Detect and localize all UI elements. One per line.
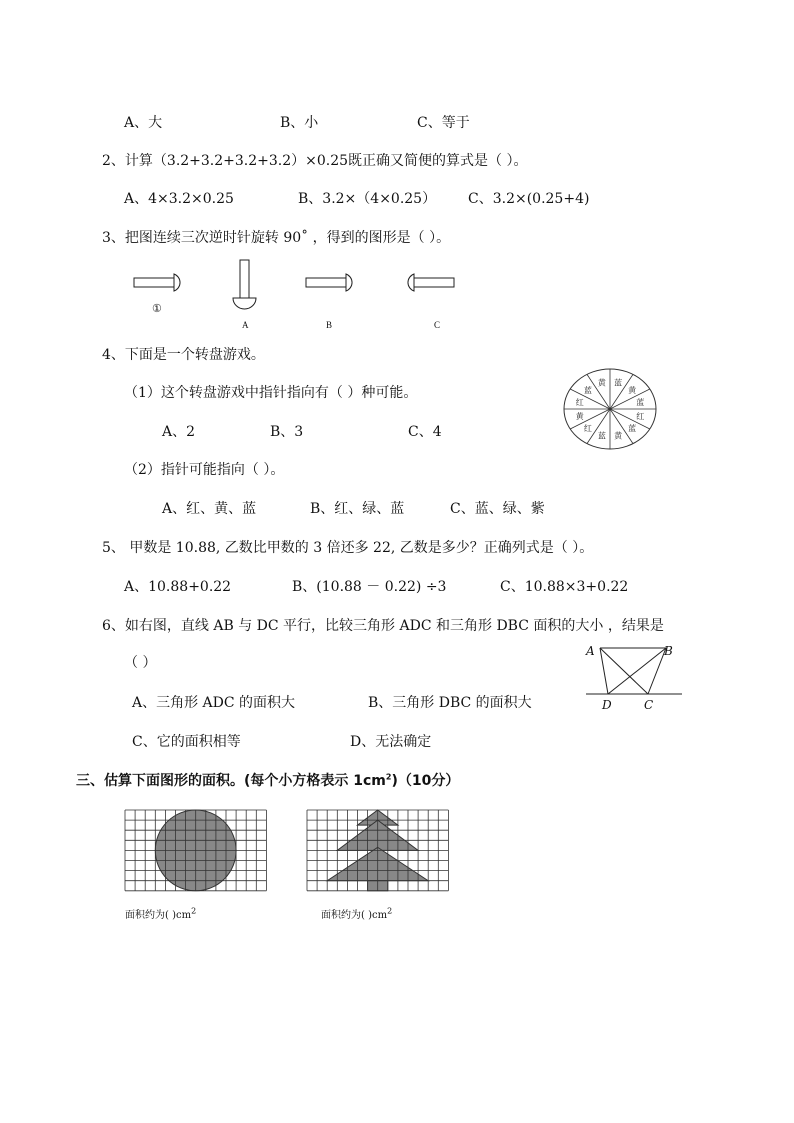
- area-caption-tree: [321, 906, 392, 921]
- wheel-sector-label: 红: [583, 424, 592, 434]
- q4-sub1-option-c: C、4: [408, 424, 442, 440]
- q3-figure-b: [306, 274, 352, 291]
- grid-lines: [125, 810, 266, 891]
- q4-sub1: （1）这个转盘游戏中指针指向有（ ）种可能。: [124, 385, 418, 401]
- q2-option-c: C、3.2×(0.25+4): [468, 191, 590, 207]
- q4-sub2: （2）指针可能指向（ ）。: [124, 462, 285, 478]
- q3-label-b: B: [326, 320, 333, 330]
- q2-option-a: A、4×3.2×0.25: [124, 191, 234, 207]
- q3-figure-c: [408, 274, 454, 291]
- section-3-title: [76, 770, 459, 790]
- q3-label-c: C: [434, 320, 441, 330]
- q4-sub2-option-b: B、红、绿、蓝: [310, 501, 405, 517]
- area-caption-tree-text: 面积约为( )cm: [321, 910, 388, 921]
- q3-figure-original: [134, 274, 180, 291]
- q2-option-b: B、3.2×（4×0.25）: [298, 191, 437, 207]
- q6-label-b: B: [664, 644, 673, 658]
- q6-answer-paren: （ ）: [124, 655, 157, 671]
- grid-lines: [307, 810, 448, 891]
- wheel-sector-label: 黄: [614, 431, 623, 441]
- q3-label-a: A: [242, 320, 249, 330]
- q6-label-a: A: [586, 644, 595, 658]
- q4-sub1-option-a: A、2: [162, 424, 196, 440]
- q6-question: 6、如右图，直线 AB 与 DC 平行，比较三角形 ADC 和三角形 DBC 面积的大小 ，结果是: [102, 618, 664, 634]
- wheel-sector-label: 红: [636, 412, 645, 422]
- wheel-sector-label: 蓝: [597, 431, 606, 441]
- q6-option-c: C、它的面积相等: [132, 734, 241, 750]
- wheel-sector-label: 黄: [575, 412, 584, 422]
- q3-rotation-figures: [130, 258, 490, 318]
- wheel-sector-label: 蓝: [636, 397, 645, 407]
- q5-option-b: B、(10.88 － 0.22) ÷3: [292, 579, 447, 595]
- q4-sub2-option-a: A、红、黄、蓝: [162, 501, 257, 517]
- q6-option-a: A、三角形 ADC 的面积大: [132, 695, 296, 711]
- q6-parallel-figure: [582, 642, 692, 712]
- grid-circle-figure: [125, 810, 265, 894]
- q4-sub2-option-c: C、蓝、绿、紫: [450, 501, 545, 517]
- wheel-sector-label: 黄: [597, 378, 606, 388]
- grid-tree-figure: [307, 810, 447, 894]
- area-caption-circle: [125, 906, 196, 921]
- area-caption-circle-text: 面积约为( )cm: [125, 910, 192, 921]
- wheel-sector-label: 蓝: [614, 378, 623, 388]
- spinner-wheel: [560, 366, 660, 452]
- area-caption-circle-sup: 2: [191, 906, 197, 916]
- section-3-title-end: )（10分）: [391, 773, 460, 789]
- q3-question: 3、把图连续三次逆时针旋转 90˚ ，得到的图形是（ ）。: [102, 230, 451, 246]
- area-caption-tree-sup: 2: [387, 906, 393, 916]
- q6-label-c: C: [644, 698, 654, 712]
- wheel-sector-label: 蓝: [583, 385, 592, 395]
- q1-option-b: B、小: [280, 115, 319, 131]
- section-3-title-main: 三、估算下面图形的面积。(每个小方格表示 1cm: [76, 773, 386, 789]
- section-3-title-sup: 2: [385, 772, 392, 782]
- q6-label-d: D: [602, 698, 612, 712]
- q1-option-c: C、等于: [417, 115, 470, 131]
- wheel-sector-label: 黄: [628, 385, 637, 395]
- q5-option-c: C、10.88×3+0.22: [500, 579, 629, 595]
- q6-option-b: B、三角形 DBC 的面积大: [368, 695, 532, 711]
- q2-question: 2、计算（3.2+3.2+3.2+3.2）×0.25既正确又简便的算式是（ ）。: [102, 153, 528, 169]
- q3-figure-a: [233, 260, 256, 309]
- q4-sub1-option-b: B、3: [270, 424, 304, 440]
- wheel-sector-label: 红: [575, 397, 584, 407]
- q1-option-a: A、大: [124, 115, 163, 131]
- wheel-sector-label: 蓝: [628, 424, 637, 434]
- q5-question: 5、 甲数是 10.88, 乙数比甲数的 3 倍还多 22, 乙数是多少？正确列式是（ ）。: [102, 540, 594, 556]
- q6-option-d: D、无法确定: [350, 734, 432, 750]
- q3-label-original: ①: [152, 303, 162, 315]
- q5-option-a: A、10.88+0.22: [124, 579, 232, 595]
- q4-question: 4、下面是一个转盘游戏。: [102, 347, 265, 363]
